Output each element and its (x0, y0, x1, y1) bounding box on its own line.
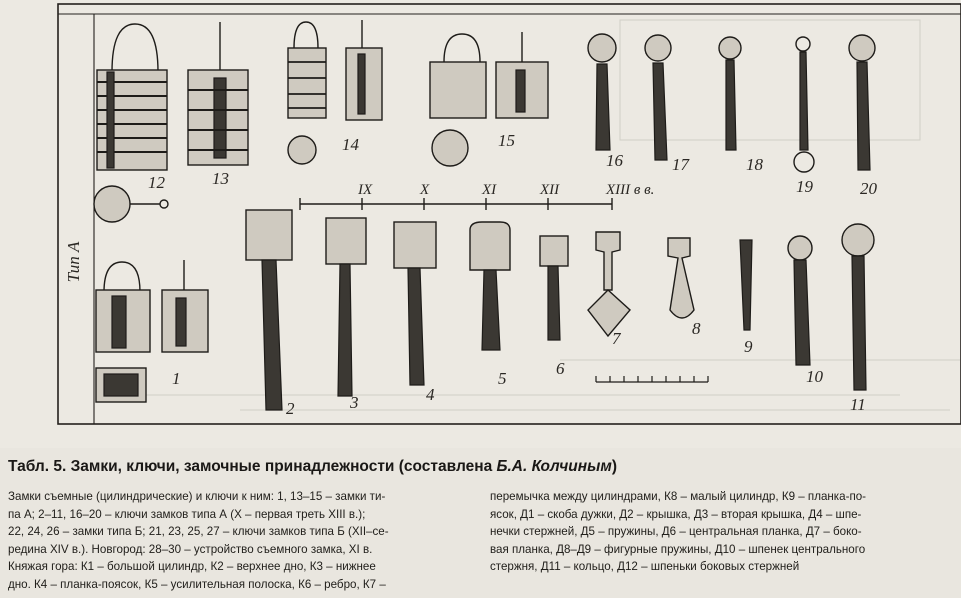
item-number: 12 (148, 173, 165, 192)
caption-line: Княжая гора: К1 – большой цилиндр, К2 – верхнее дно, К3 – нижнее (8, 560, 376, 574)
title-main: Табл. 5. Замки, ключи, замочные принадлежности (составлена (8, 458, 497, 475)
item-number: 1 (172, 369, 181, 388)
item-number: 5 (498, 369, 507, 388)
item-number: 16 (606, 151, 623, 170)
item-number: 18 (746, 155, 763, 174)
item-number: 14 (342, 135, 359, 154)
caption-line: перемычка между цилиндрами, К8 – малый цилиндр, К9 – планка-по- (490, 490, 867, 503)
caption-line: 22, 24, 26 – замки типа Б; 21, 23, 25, 27 – ключи замков типа Б (XII–се- (8, 525, 389, 539)
caption-line: редина XIV в.). Новгород: 28–30 – устройство съемного замка, XI в. (8, 542, 373, 556)
title-end: ) (611, 458, 617, 475)
era-label: X (420, 182, 430, 198)
caption-line: вая планка, Д8–Д9 – фигурные пружины, Д10 – шпенек центрального (490, 542, 866, 556)
item-number: 4 (426, 385, 435, 404)
plate-title (8, 458, 908, 476)
caption (0, 448, 961, 598)
item-number: 20 (860, 179, 877, 198)
caption-left-column (8, 488, 463, 594)
title-author: Б.А. Колчиным (496, 458, 612, 475)
caption-line: нечки стержней, Д5 – пружины, Д6 – центральная планка, Д7 – боко- (490, 525, 862, 539)
item-number: 19 (796, 177, 813, 196)
caption-line: Замки съемные (цилиндрические) и ключи к ним: 1, 13–15 – замки ти- (8, 490, 386, 503)
caption-line: стержня, Д11 – кольцо, Д12 – шпеньки боковых стержней (490, 560, 800, 574)
item-number: 7 (612, 329, 621, 348)
era-label: XIII в в. (606, 182, 655, 198)
caption-right-column (490, 488, 955, 576)
side-label: Тип А (64, 241, 83, 283)
caption-line: дно. К4 – планка-поясок, К5 – усилительная полоска, К6 – ребро, К7 – (8, 577, 386, 591)
item-number: 17 (672, 155, 689, 174)
item-number: 6 (556, 359, 565, 378)
item-number: 13 (212, 169, 229, 188)
item-number: 10 (806, 367, 823, 386)
item-number: 11 (850, 395, 866, 414)
item-number: 15 (498, 131, 515, 150)
era-label: XI (482, 182, 497, 198)
item-number: 2 (286, 399, 295, 418)
item-number: 9 (744, 337, 753, 356)
caption-line: па А; 2–11, 16–20 – ключи замков типа А (X – первая треть XIII в.); (8, 507, 366, 521)
item-number: 8 (692, 319, 701, 338)
era-label: IX (358, 182, 373, 198)
item-number: 3 (350, 393, 359, 412)
era-label: XII (540, 182, 560, 198)
caption-line: ясок, Д1 – скоба дужки, Д2 – крышка, Д3 – вторая крышка, Д4 – шпе- (490, 507, 862, 521)
